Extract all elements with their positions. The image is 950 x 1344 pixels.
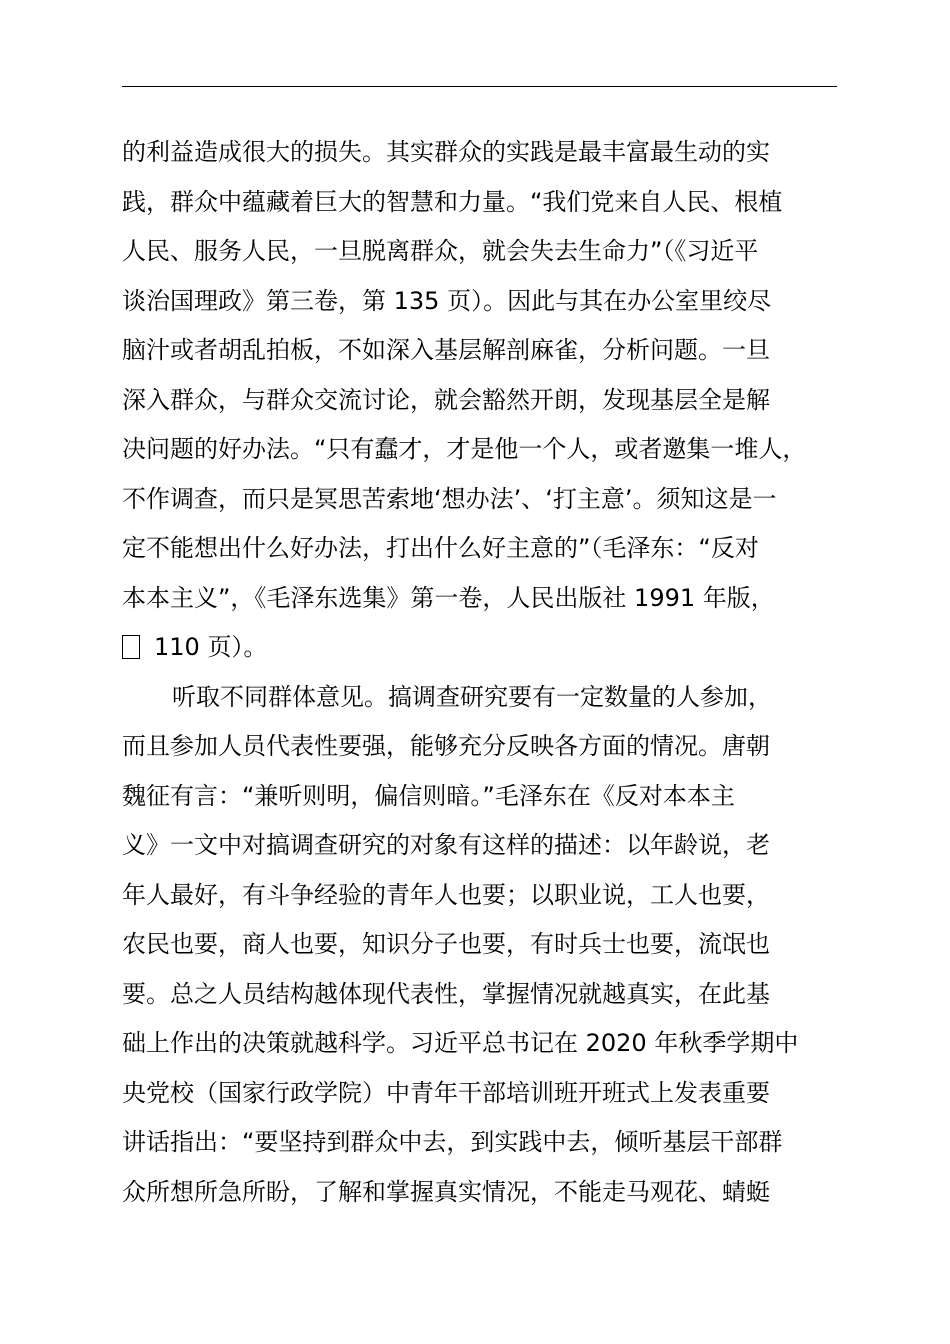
text-line: 讲话指出：“要坚持到群众中去，到实践中去，倾听基层干部群 bbox=[122, 1128, 783, 1156]
text-line: 定不能想出什么好办法，打出什么好主意的”（毛泽东：“反对 bbox=[122, 534, 759, 562]
text-line: 要。总之人员结构越体现代表性，掌握情况就越真实，在此基 bbox=[122, 979, 770, 1008]
text-line: 年人最好，有斗争经验的青年人也要；以职业说，工人也要， bbox=[122, 880, 770, 909]
text-line: 人民、服务人民，一旦脱离群众，就会失去生命力”（《习近平 bbox=[122, 237, 759, 265]
text-line: 深入群众，与群众交流讨论，就会豁然开朗，发现基层全是解 bbox=[122, 385, 770, 414]
text-line: 众所想所急所盼，了解和掌握真实情况，不能走马观花、蜻蜓 bbox=[122, 1177, 770, 1206]
text-line bbox=[122, 623, 882, 673]
document-body bbox=[122, 128, 882, 1217]
text-line: 决问题的好办法。“只有蠢才，才是他一个人，或者邀集一堆人， bbox=[122, 435, 807, 463]
text-line: 义》一文中对搞调查研究的对象有这样的描述：以年龄说，老 bbox=[122, 831, 770, 859]
missing-glyph bbox=[122, 635, 140, 659]
text-line: 践，群众中蕴藏着巨大的智慧和力量。“我们党来自人民、根植 bbox=[122, 187, 783, 216]
text-line: 谈治国理政》第三卷，第 135 页）。因此与其在办公室里绞尽 bbox=[122, 286, 772, 315]
text-fragment: 110 页）。 bbox=[154, 633, 268, 661]
text-line: 农民也要，商人也要，知识分子也要，有时兵士也要，流氓也 bbox=[122, 930, 770, 958]
header-rule bbox=[122, 86, 837, 87]
text-line: 脑汁或者胡乱拍板，不如深入基层解剖麻雀，分析问题。一旦 bbox=[122, 336, 770, 364]
text-line: 的利益造成很大的损失。其实群众的实践是最丰富最生动的实 bbox=[122, 138, 770, 166]
paragraph-first-line: 听取不同群体意见。搞调查研究要有一定数量的人参加， bbox=[172, 682, 772, 711]
text-line: 魏征有言：“兼听则明，偏信则暗。”毛泽东在《反对本本主 bbox=[122, 781, 735, 810]
text-line: 而且参加人员代表性要强，能够充分反映各方面的情况。唐朝 bbox=[122, 732, 770, 760]
text-line: 本本主义”，《毛泽东选集》第一卷，人民出版社 1991 年版， bbox=[122, 583, 775, 612]
text-line: 不作调查，而只是冥思苦索地‘想办法’、‘打主意’。须知这是一 bbox=[122, 484, 777, 513]
text-line: 央党校（国家行政学院）中青年干部培训班开班式上发表重要 bbox=[122, 1078, 770, 1107]
text-line: 础上作出的决策就越科学。习近平总书记在 2020 年秋季学期中 bbox=[122, 1029, 799, 1057]
